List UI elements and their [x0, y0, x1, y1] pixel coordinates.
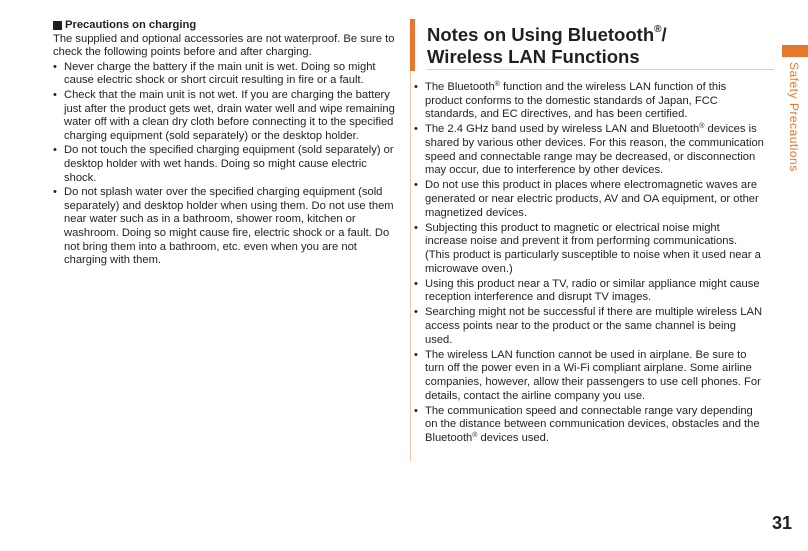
bullet-icon: •	[414, 123, 418, 136]
list-item-text: Do not use this product in places where electromagnetic waves are generated or near electric products, AV and OA equipment, or other magnetized devices.	[425, 179, 759, 219]
bullet-icon: •	[414, 306, 418, 319]
title-underline	[427, 69, 774, 70]
list-item-text: Subjecting this product to magnetic or electrical noise might increase noise and prevent it from performing communications. (This product is particularly susceptible to noise when it used near a microwave oven.)	[425, 221, 761, 275]
section-heading-text: Precautions on charging	[65, 19, 197, 31]
list-item-text: The wireless LAN function cannot be used in airplane. Be sure to turn off the power even in a Wi-Fi compliant airplane. Some airline companies, however, allow their passengers to use cell phones. For details, contact the airline company you use.	[425, 348, 761, 402]
charging-precautions-section	[53, 19, 395, 269]
list-item-text-cont: function and the wireless LAN function of this product conforms to the domestic standards of Japan, FCC standards, and EC directives, and has been certified.	[425, 81, 727, 121]
list-item	[414, 278, 764, 305]
list-item-text-cont: devices is shared by various other devices. For this reason, the communication speed and connectable range may be decreased, or disconnection may occur, due to interference by other devices.	[425, 123, 764, 177]
column-side-rule	[410, 71, 411, 461]
list-item	[414, 123, 764, 177]
bullet-icon: •	[53, 186, 57, 199]
page-number: 31	[772, 513, 793, 533]
registered-mark: ®	[494, 81, 500, 88]
list-item	[53, 61, 395, 88]
list-item-text: Searching might not be successful if there are multiple wireless LAN access points near to the product or the same channel is being used.	[425, 306, 763, 346]
list-item	[53, 89, 395, 143]
side-tab-marker	[782, 45, 808, 57]
list-item-text: Check that the main unit is not wet. If you are charging the battery just after the product gets wet, drain water well and wipe remaining water off with a clean dry cloth before connecting it to the specified charging equipment (sold separately) or the desktop holder.	[64, 88, 395, 142]
bullet-icon: •	[414, 179, 418, 192]
registered-mark: ®	[699, 123, 705, 131]
list-item-text: Do not splash water over the specified charging equipment (sold separately) and desktop holder when using them. Do not use them near water such as in a bathroom, shower room, kitchen or washroom. Doing so might cause fire, electric shock or a fault. Do not bring them into a bathroom, etc. even when you are not charging with them.	[64, 186, 394, 267]
bullet-icon: •	[414, 277, 418, 290]
title-accent-bar	[410, 19, 415, 71]
bullet-icon: •	[414, 81, 418, 93]
list-item	[414, 306, 764, 347]
list-item	[414, 405, 764, 446]
title-line-1: Notes on Using Bluetooth	[427, 24, 655, 45]
bullet-icon: •	[53, 88, 57, 101]
list-item-text: Never charge the battery if the main unit is wet. Doing so might cause electric shock or short circuit resulting in fire or a fault.	[64, 60, 376, 87]
list-item	[414, 81, 764, 122]
registered-mark: ®	[472, 432, 478, 439]
list-item	[53, 186, 395, 268]
list-item	[414, 222, 764, 276]
title-line-2: Wireless LAN Functions	[427, 46, 640, 67]
black-square-icon	[53, 21, 62, 30]
list-item	[53, 144, 395, 185]
side-tab-label: Safety Precautions	[787, 62, 801, 172]
bullet-icon: •	[53, 60, 57, 73]
bluetooth-notes-list	[414, 81, 764, 447]
list-item	[414, 179, 764, 220]
bullet-icon: •	[414, 221, 418, 234]
charging-bullet-list	[53, 61, 395, 268]
list-item	[414, 349, 764, 403]
list-item-text: Do not touch the specified charging equipment (sold separately) or desktop holder with wet hands. Doing so might cause electric shock.	[64, 144, 394, 184]
list-item-text: The communication speed and connectable range vary depending on the distance between communication devices, obstacles and the Bluetooth	[425, 404, 760, 444]
title-registered-mark: ®	[654, 24, 662, 35]
page-title	[427, 24, 667, 68]
list-item-text: The Bluetooth	[425, 81, 495, 93]
bullet-icon: •	[414, 348, 418, 361]
section-intro: The supplied and optional accessories are not waterproof. Be sure to check the following points before and after charging.	[53, 32, 395, 59]
section-heading	[53, 19, 395, 33]
title-slash: /	[661, 24, 667, 45]
list-item-text: Using this product near a TV, radio or similar appliance might cause reception interference and disrupt TV images.	[425, 277, 760, 304]
bullet-icon: •	[53, 144, 57, 157]
list-item-text: The 2.4 GHz band used by wireless LAN and Bluetooth	[425, 123, 700, 136]
bullet-icon: •	[414, 404, 418, 417]
list-item-text-cont: devices used.	[477, 432, 549, 444]
